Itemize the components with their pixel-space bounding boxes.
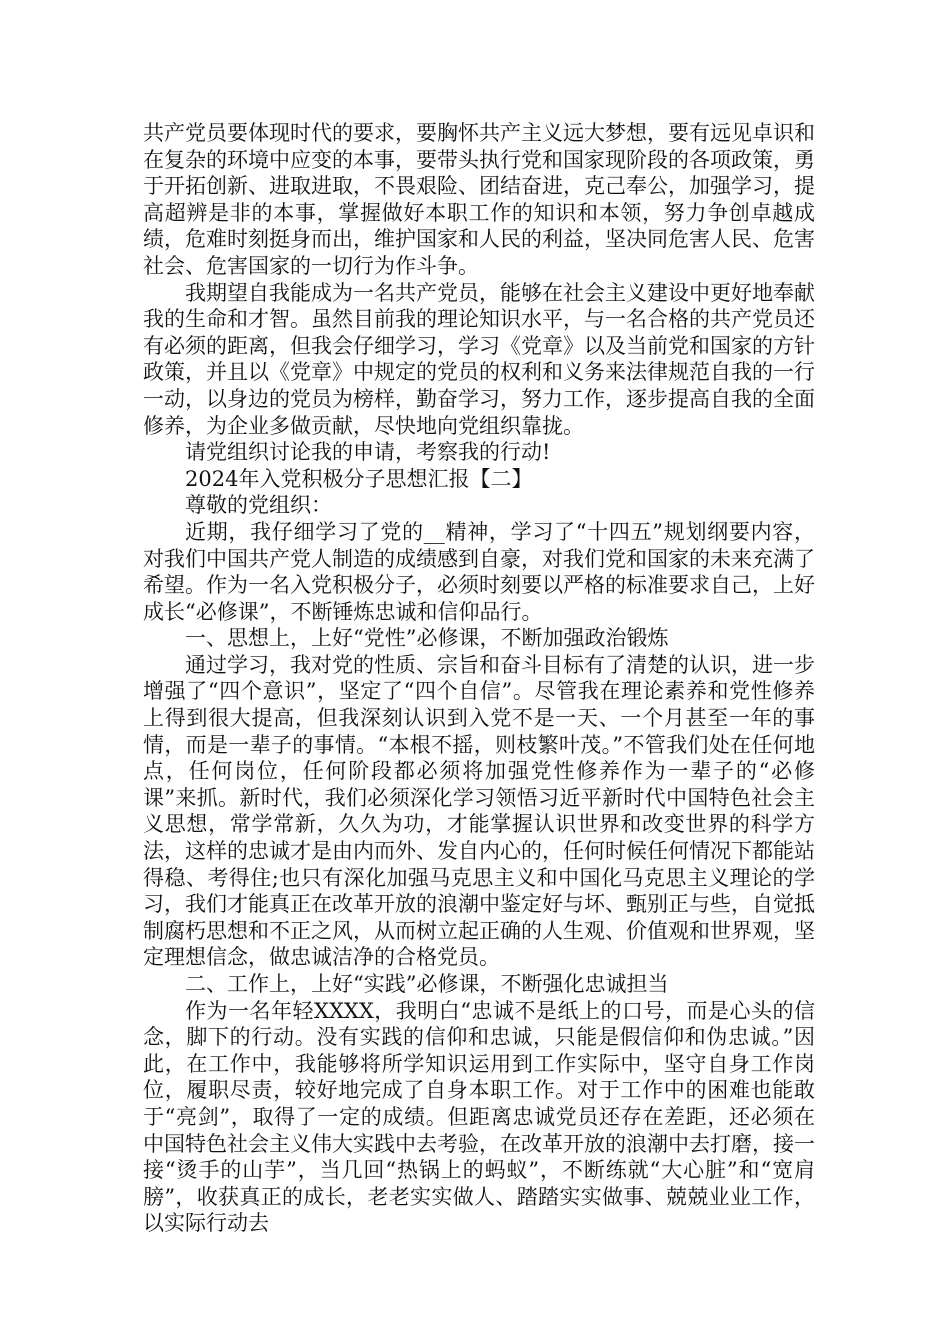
section-heading: 2024年入党积极分子思想汇报【二】 (185, 466, 533, 491)
paragraph-10: 作为一名年轻XXXX，我明白“忠诚不是纸上的口号，而是心头的信念，脚下的行动。没有实践的信仰和忠诚，只能是假信仰和伪忠诚。”因此，在工作中，我能够将所学知识运用到工作实际中，坚守自身工作岗位，履职尽责，较好地完成了自身本职工作。对于工作中的困难也能敢于“亮剑”，取得了一定的成绩。但距离忠诚党员还存在差距，还必须在中国特色社会主义伟大实践中去考验，在改革开放的浪潮中去打磨，接一接“烫手的山芋”，当几回“热锅上的蚂蚁”，不断练就“大心脏”和“宽肩膀”，收获真正的成长，老老实实做人、踏踏实实做事、兢兢业业工作，以实际行动去 (143, 998, 815, 1236)
paragraph-1: 共产党员要体现时代的要求，要胸怀共产主义远大梦想，要有远见卓识和在复杂的环境中应变的本事，要带头执行党和国家现阶段的各项政策，勇于开拓创新、进取进取，不畏艰险、团结奋进，克己奉公，加强学习，提高超辨是非的本事，掌握做好本职工作的知识和本领，努力争创卓越成绩，危难时刻挺身而出，维护国家和人民的利益，坚决同危害人民、危害社会、危害国家的一切行为作斗争。 (143, 121, 815, 278)
paragraph-8: 通过学习，我对党的性质、宗旨和奋斗目标有了清楚的认识，进一步增强了“四个意识”，坚定了“四个自信”。尽管我在理论素养和党性修养上得到很大提高，但我深刻认识到入党不是一天、一个月甚至一年的事情，而是一辈子的事情。“本根不摇，则枝繁叶茂。”不管我们处在任何地点，任何岗位，任何阶段都必须将加强党性修养作为一辈子的“必修课”来抓。新时代，我们必须深化学习领悟习近平新时代中国特色社会主义思想，常学常新，久久为功，才能掌握认识世界和改变世界的科学方法，这样的忠诚才是由内而外、发自内心的，任何时候任何情况下都能站得稳、考得住;也只有深化加强马克思主义和中国化马克思主义理论的学习，我们才能真正在改革开放的浪潮中鉴定好与坏、甄别正与些，自觉抵制腐朽思想和不正之风，从而树立起正确的人生观、价值观和世界观，坚定理想信念，做忠诚洁净的合格党员。 (143, 652, 815, 970)
salutation: 尊敬的党组织： (185, 493, 332, 518)
subheading-2: 二、工作上，上好“实践”必修课，不断强化忠诚担当 (185, 972, 669, 996)
subheading-1: 一、思想上，上好“党性”必修课，不断加强政治锻炼 (185, 626, 669, 651)
document-page (143, 120, 815, 1237)
paragraph-6: 近期，我仔细学习了党的__精神，学习了“十四五”规划纲要内容，对我们中国共产党人制造的成绩感到自豪，对我们党和国家的未来充满了希望。作为一名入党积极分子，必须时刻要以严格的标准要求自己，上好成长“必修课”，不断锤炼忠诚和信仰品行。 (143, 519, 815, 624)
paragraph-2: 我期望自我能成为一名共产党员，能够在社会主义建设中更好地奉献我的生命和才智。虽然目前我的理论知识水平，与一名合格的共产党员还有必须的距离，但我会仔细学习，学习《党章》以及当前党和国家的方针政策，并且以《党章》中规定的党员的权利和义务来法律规范自我的一行一动，以身边的党员为榜样，勤奋学习，努力工作，逐步提高自我的全面修养，为企业多做贡献，尽快地向党组织靠拢。 (143, 280, 815, 438)
paragraph-3: 请党组织讨论我的申请，考察我的行动! (185, 440, 551, 465)
